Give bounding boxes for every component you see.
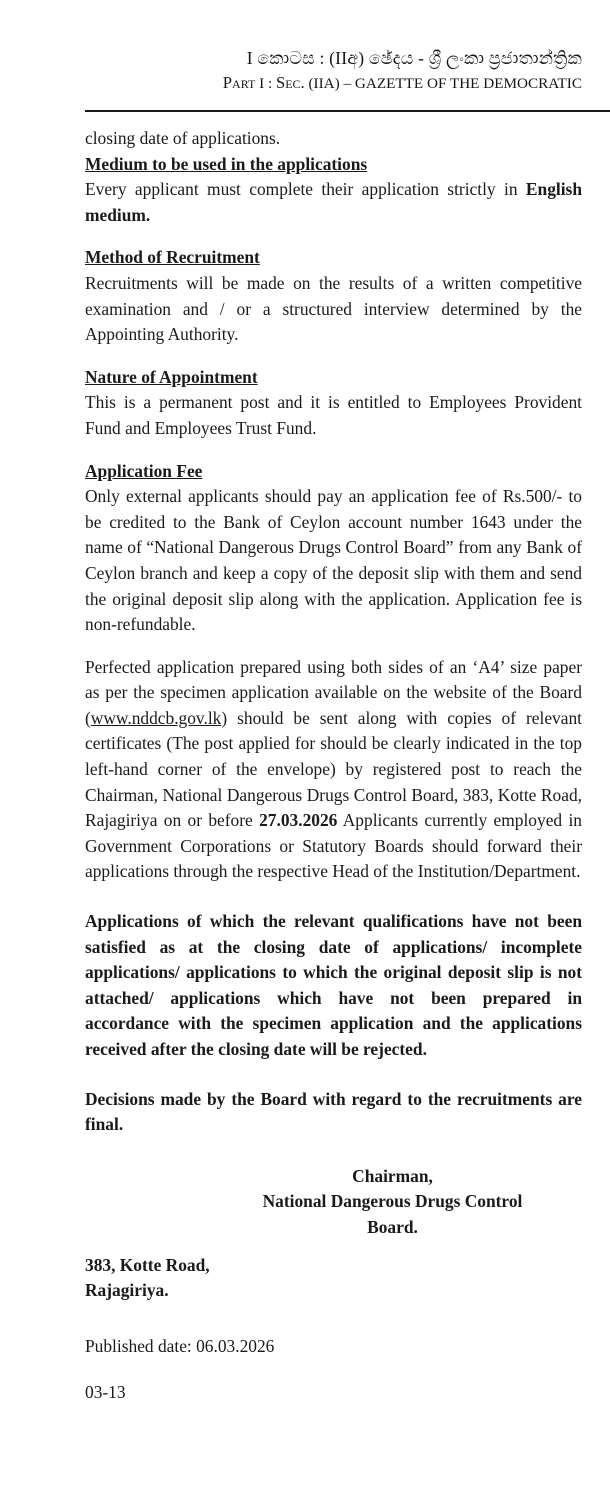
paragraph-medium	[85, 177, 582, 228]
signature-block	[85, 1164, 582, 1241]
paragraph-method-of-recruitment: Recruitments will be made on the results of a written competitive examination and / or a structured interview determined by the Appointing Authority.	[85, 272, 582, 345]
heading-application-fee: Application Fee	[85, 460, 203, 481]
spacer	[85, 638, 582, 655]
signatory-address	[85, 1253, 582, 1304]
submission-deadline-date: 27.03.2026	[259, 810, 338, 831]
spacer	[85, 442, 582, 459]
spacer	[85, 885, 582, 909]
submission-text-part3: Applicants currently employed in Government Corporations or Statutory Boards should forward their applications through the respective Head of the Institution/Department.	[85, 810, 582, 882]
published-date: Published date: 06.03.2026	[85, 1335, 275, 1356]
address-line-1: 383, Kotte Road,	[85, 1254, 210, 1275]
spacer	[85, 1063, 582, 1087]
header-roman-numeral: I :	[259, 74, 273, 92]
header-sec-label: Sec.	[275, 72, 305, 92]
paragraph-nature-of-appointment: This is a permanent post and it is entitled to Employees Provident Fund and Employees Trust Fund.	[85, 392, 582, 438]
page-header	[0, 0, 610, 94]
header-english-line	[0, 72, 582, 94]
board-website-link[interactable]: www.nddcb.gov.lk	[90, 707, 222, 728]
paragraph-decisions-final: Decisions made by the Board with regard to the recruitments are final.	[85, 1088, 582, 1135]
medium-text-plain: Every applicant must complete their application strictly in	[85, 179, 526, 200]
spacer	[85, 228, 582, 245]
continued-paragraph: closing date of applications.	[85, 128, 281, 148]
heading-method-of-recruitment: Method of Recruitment	[85, 247, 260, 268]
signatory-organisation-cont: Board.	[367, 1216, 418, 1237]
paragraph-rejection-notice: Applications of which the relevant qualifications have not been satisfied as at the closing date of applications/ incomplete applications/ applications to which the original deposit slip is not attached/ applications which have not been prepared in accordance with the specimen application and the applications received after the closing date will be rejected.	[85, 911, 582, 1059]
spacer	[85, 348, 582, 365]
document-body	[85, 126, 582, 1406]
paragraph-application-fee: Only external applicants should pay an application fee of Rs.500/- to be credited to the Bank of Ceylon account number 1643 under the name of “National Dangerous Drugs Control Board” from any Bank of Ceylon branch and keep a copy of the deposit slip with them and send the original deposit slip along with the application. Application fee is non-refundable.	[85, 486, 582, 635]
address-line-2: Rajagiriya.	[85, 1280, 169, 1301]
header-divider-rule	[85, 110, 610, 112]
submission-text-part1: Perfected application prepared using both sides of an ‘A4’ size paper as per the specimen application available on the website of the Board (	[85, 656, 582, 728]
header-english-rest: (IIA) – GAZETTE OF THE DEMOCRATIC	[308, 74, 582, 92]
gazette-reference-number: 03-13	[85, 1382, 126, 1403]
medium-text-bold: English medium.	[85, 179, 582, 225]
heading-medium: Medium to be used in the applications	[85, 153, 368, 174]
signatory-organisation: National Dangerous Drugs Control	[262, 1191, 523, 1212]
header-part-label: Part	[222, 72, 256, 92]
signatory-title: Chairman,	[352, 1165, 433, 1186]
submission-text-part2: ) should be sent along with copies of relevant certificates (The post applied for should be clearly indicated in the top left-hand corner of the envelope) by registered post to reach the Chairman, National Dangerous Drugs Control Board, 383, Kotte Road, Rajagiriya on or before	[85, 707, 582, 831]
paragraph-submission-instructions	[85, 655, 582, 885]
header-sinhala-line: I කොටස : (IIඅ) ඡේදය - ශ්‍රී ලංකා ප්‍රජාතාන්ත්‍රික	[246, 48, 582, 68]
heading-nature-of-appointment: Nature of Appointment	[85, 366, 258, 387]
